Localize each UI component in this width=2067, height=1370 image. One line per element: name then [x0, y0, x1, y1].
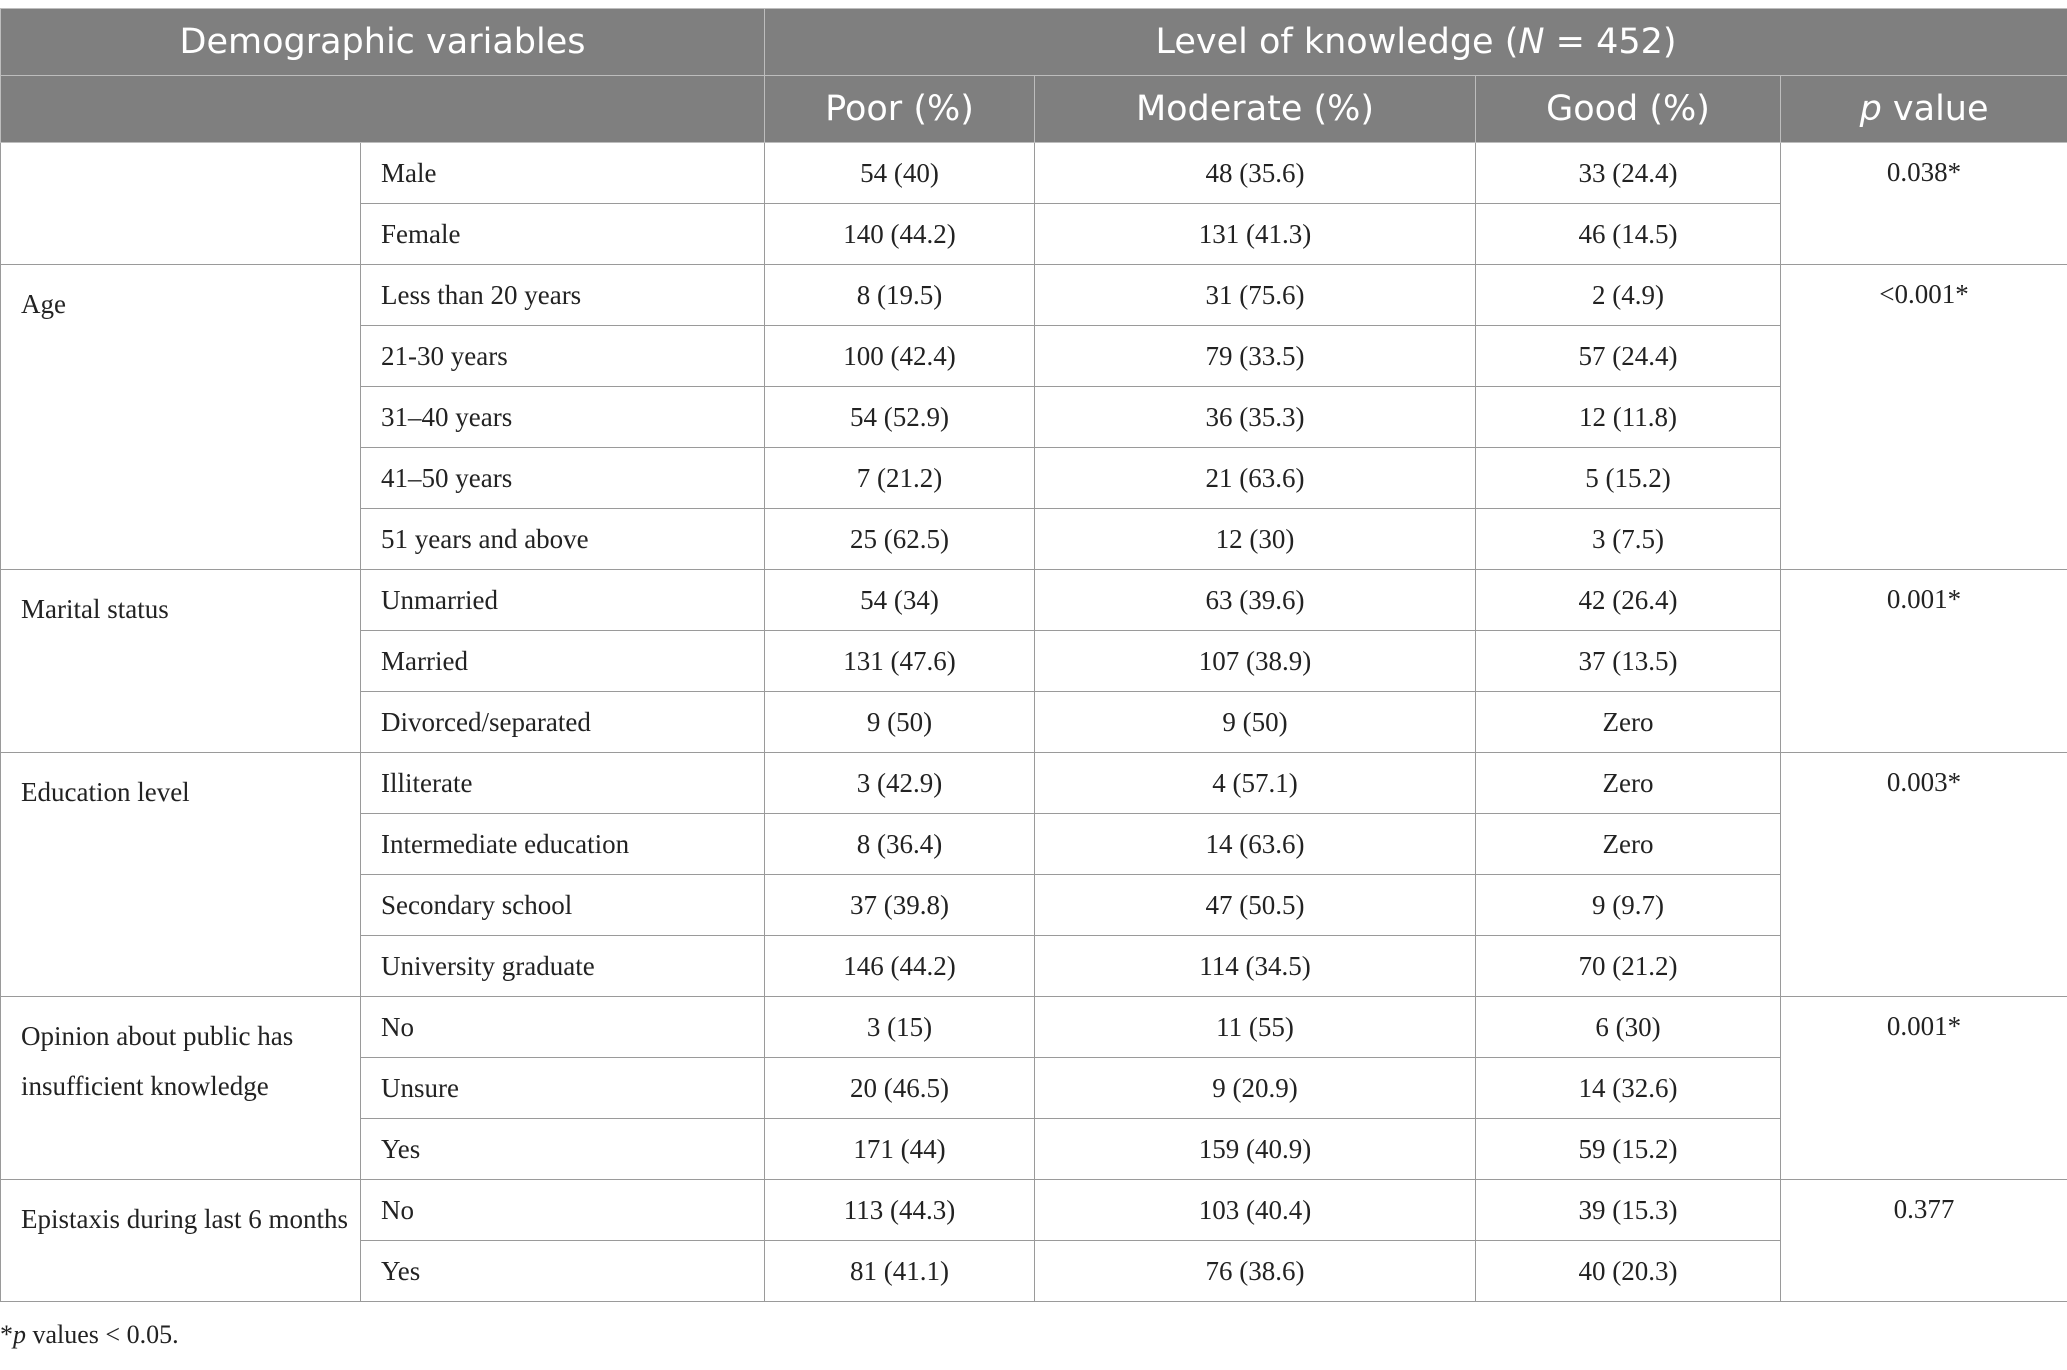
demographic-variables-header: Demographic variables	[1, 9, 765, 76]
group-label: Epistaxis during last 6 months	[1, 1180, 361, 1302]
poor-value: 25 (62.5)	[765, 509, 1035, 570]
good-value: 14 (32.6)	[1476, 1058, 1781, 1119]
good-value: 57 (24.4)	[1476, 326, 1781, 387]
subcategory-label: Male	[361, 143, 765, 204]
header-row-bottom	[1, 76, 2067, 143]
good-value: 42 (26.4)	[1476, 570, 1781, 631]
poor-value: 8 (19.5)	[765, 265, 1035, 326]
moderate-value: 9 (20.9)	[1035, 1058, 1476, 1119]
knowledge-table	[0, 8, 2067, 1302]
good-value: Zero	[1476, 814, 1781, 875]
subcategory-label: Unsure	[361, 1058, 765, 1119]
moderate-value: 11 (55)	[1035, 997, 1476, 1058]
poor-value: 131 (47.6)	[765, 631, 1035, 692]
group-label: Opinion about public has insufficient knowledge	[1, 997, 361, 1180]
table-body	[1, 143, 2067, 1302]
subcategory-label: Unmarried	[361, 570, 765, 631]
knowledge-table-container	[0, 8, 2067, 1302]
moderate-value: 48 (35.6)	[1035, 143, 1476, 204]
table-row	[1, 143, 2067, 204]
poor-value: 8 (36.4)	[765, 814, 1035, 875]
moderate-value: 159 (40.9)	[1035, 1119, 1476, 1180]
good-value: 3 (7.5)	[1476, 509, 1781, 570]
p-value: <0.001*	[1781, 265, 2067, 570]
poor-value: 81 (41.1)	[765, 1241, 1035, 1302]
p-rest: value	[1881, 89, 1989, 129]
knowledge-label-post: = 452)	[1544, 22, 1677, 62]
good-value: 9 (9.7)	[1476, 875, 1781, 936]
poor-value: 3 (15)	[765, 997, 1035, 1058]
good-value: 12 (11.8)	[1476, 387, 1781, 448]
footnote	[0, 1320, 179, 1350]
footnote-star: *	[0, 1320, 13, 1349]
poor-value: 3 (42.9)	[765, 753, 1035, 814]
moderate-value: 131 (41.3)	[1035, 204, 1476, 265]
p-italic: p	[1859, 89, 1882, 129]
poor-value: 20 (46.5)	[765, 1058, 1035, 1119]
good-value: 40 (20.3)	[1476, 1241, 1781, 1302]
subcategory-label: 31–40 years	[361, 387, 765, 448]
poor-header: Poor (%)	[765, 76, 1035, 143]
subcategory-label: University graduate	[361, 936, 765, 997]
subcategory-label: Divorced/separated	[361, 692, 765, 753]
subcategory-label: 21-30 years	[361, 326, 765, 387]
moderate-value: 9 (50)	[1035, 692, 1476, 753]
subcategory-label: Female	[361, 204, 765, 265]
good-value: 39 (15.3)	[1476, 1180, 1781, 1241]
moderate-value: 76 (38.6)	[1035, 1241, 1476, 1302]
knowledge-label-pre: Level of knowledge (	[1155, 22, 1519, 62]
footnote-p: p	[13, 1320, 26, 1349]
good-value: 6 (30)	[1476, 997, 1781, 1058]
subcategory-label: No	[361, 997, 765, 1058]
moderate-value: 47 (50.5)	[1035, 875, 1476, 936]
good-header: Good (%)	[1476, 76, 1781, 143]
subcategory-label: Yes	[361, 1119, 765, 1180]
p-value: 0.003*	[1781, 753, 2067, 997]
group-label: Education level	[1, 753, 361, 997]
p-value-header	[1781, 76, 2067, 143]
subcategory-label: Illiterate	[361, 753, 765, 814]
table-row	[1, 753, 2067, 814]
subcategory-label: 41–50 years	[361, 448, 765, 509]
table-row	[1, 1180, 2067, 1241]
moderate-value: 21 (63.6)	[1035, 448, 1476, 509]
good-value: Zero	[1476, 753, 1781, 814]
footnote-text: values < 0.05.	[26, 1320, 179, 1349]
poor-value: 7 (21.2)	[765, 448, 1035, 509]
p-value: 0.001*	[1781, 570, 2067, 753]
good-value: 33 (24.4)	[1476, 143, 1781, 204]
moderate-value: 12 (30)	[1035, 509, 1476, 570]
poor-value: 146 (44.2)	[765, 936, 1035, 997]
poor-value: 140 (44.2)	[765, 204, 1035, 265]
level-of-knowledge-header	[765, 9, 2067, 76]
subcategory-label: Less than 20 years	[361, 265, 765, 326]
subcategory-label: Married	[361, 631, 765, 692]
good-value: 46 (14.5)	[1476, 204, 1781, 265]
group-label	[1, 143, 361, 265]
moderate-value: 31 (75.6)	[1035, 265, 1476, 326]
good-value: 5 (15.2)	[1476, 448, 1781, 509]
poor-value: 54 (52.9)	[765, 387, 1035, 448]
poor-value: 113 (44.3)	[765, 1180, 1035, 1241]
good-value: 70 (21.2)	[1476, 936, 1781, 997]
subcategory-label: Secondary school	[361, 875, 765, 936]
table-row	[1, 570, 2067, 631]
p-value: 0.001*	[1781, 997, 2067, 1180]
group-label: Marital status	[1, 570, 361, 753]
subcategory-label: Intermediate education	[361, 814, 765, 875]
poor-value: 37 (39.8)	[765, 875, 1035, 936]
moderate-value: 63 (39.6)	[1035, 570, 1476, 631]
subcategory-label: No	[361, 1180, 765, 1241]
table-row	[1, 997, 2067, 1058]
moderate-value: 14 (63.6)	[1035, 814, 1476, 875]
p-value: 0.038*	[1781, 143, 2067, 265]
moderate-value: 79 (33.5)	[1035, 326, 1476, 387]
moderate-header: Moderate (%)	[1035, 76, 1476, 143]
moderate-value: 103 (40.4)	[1035, 1180, 1476, 1241]
moderate-value: 114 (34.5)	[1035, 936, 1476, 997]
poor-value: 54 (34)	[765, 570, 1035, 631]
poor-value: 100 (42.4)	[765, 326, 1035, 387]
header-row-top	[1, 9, 2067, 76]
table-row	[1, 265, 2067, 326]
subcategory-label: 51 years and above	[361, 509, 765, 570]
moderate-value: 107 (38.9)	[1035, 631, 1476, 692]
poor-value: 9 (50)	[765, 692, 1035, 753]
group-label: Age	[1, 265, 361, 570]
moderate-value: 36 (35.3)	[1035, 387, 1476, 448]
poor-value: 171 (44)	[765, 1119, 1035, 1180]
p-value: 0.377	[1781, 1180, 2067, 1302]
moderate-value: 4 (57.1)	[1035, 753, 1476, 814]
good-value: 59 (15.2)	[1476, 1119, 1781, 1180]
knowledge-label-n: N	[1518, 22, 1545, 62]
good-value: 2 (4.9)	[1476, 265, 1781, 326]
poor-value: 54 (40)	[765, 143, 1035, 204]
good-value: Zero	[1476, 692, 1781, 753]
subcategory-label: Yes	[361, 1241, 765, 1302]
blank-header-cell	[1, 76, 765, 143]
good-value: 37 (13.5)	[1476, 631, 1781, 692]
